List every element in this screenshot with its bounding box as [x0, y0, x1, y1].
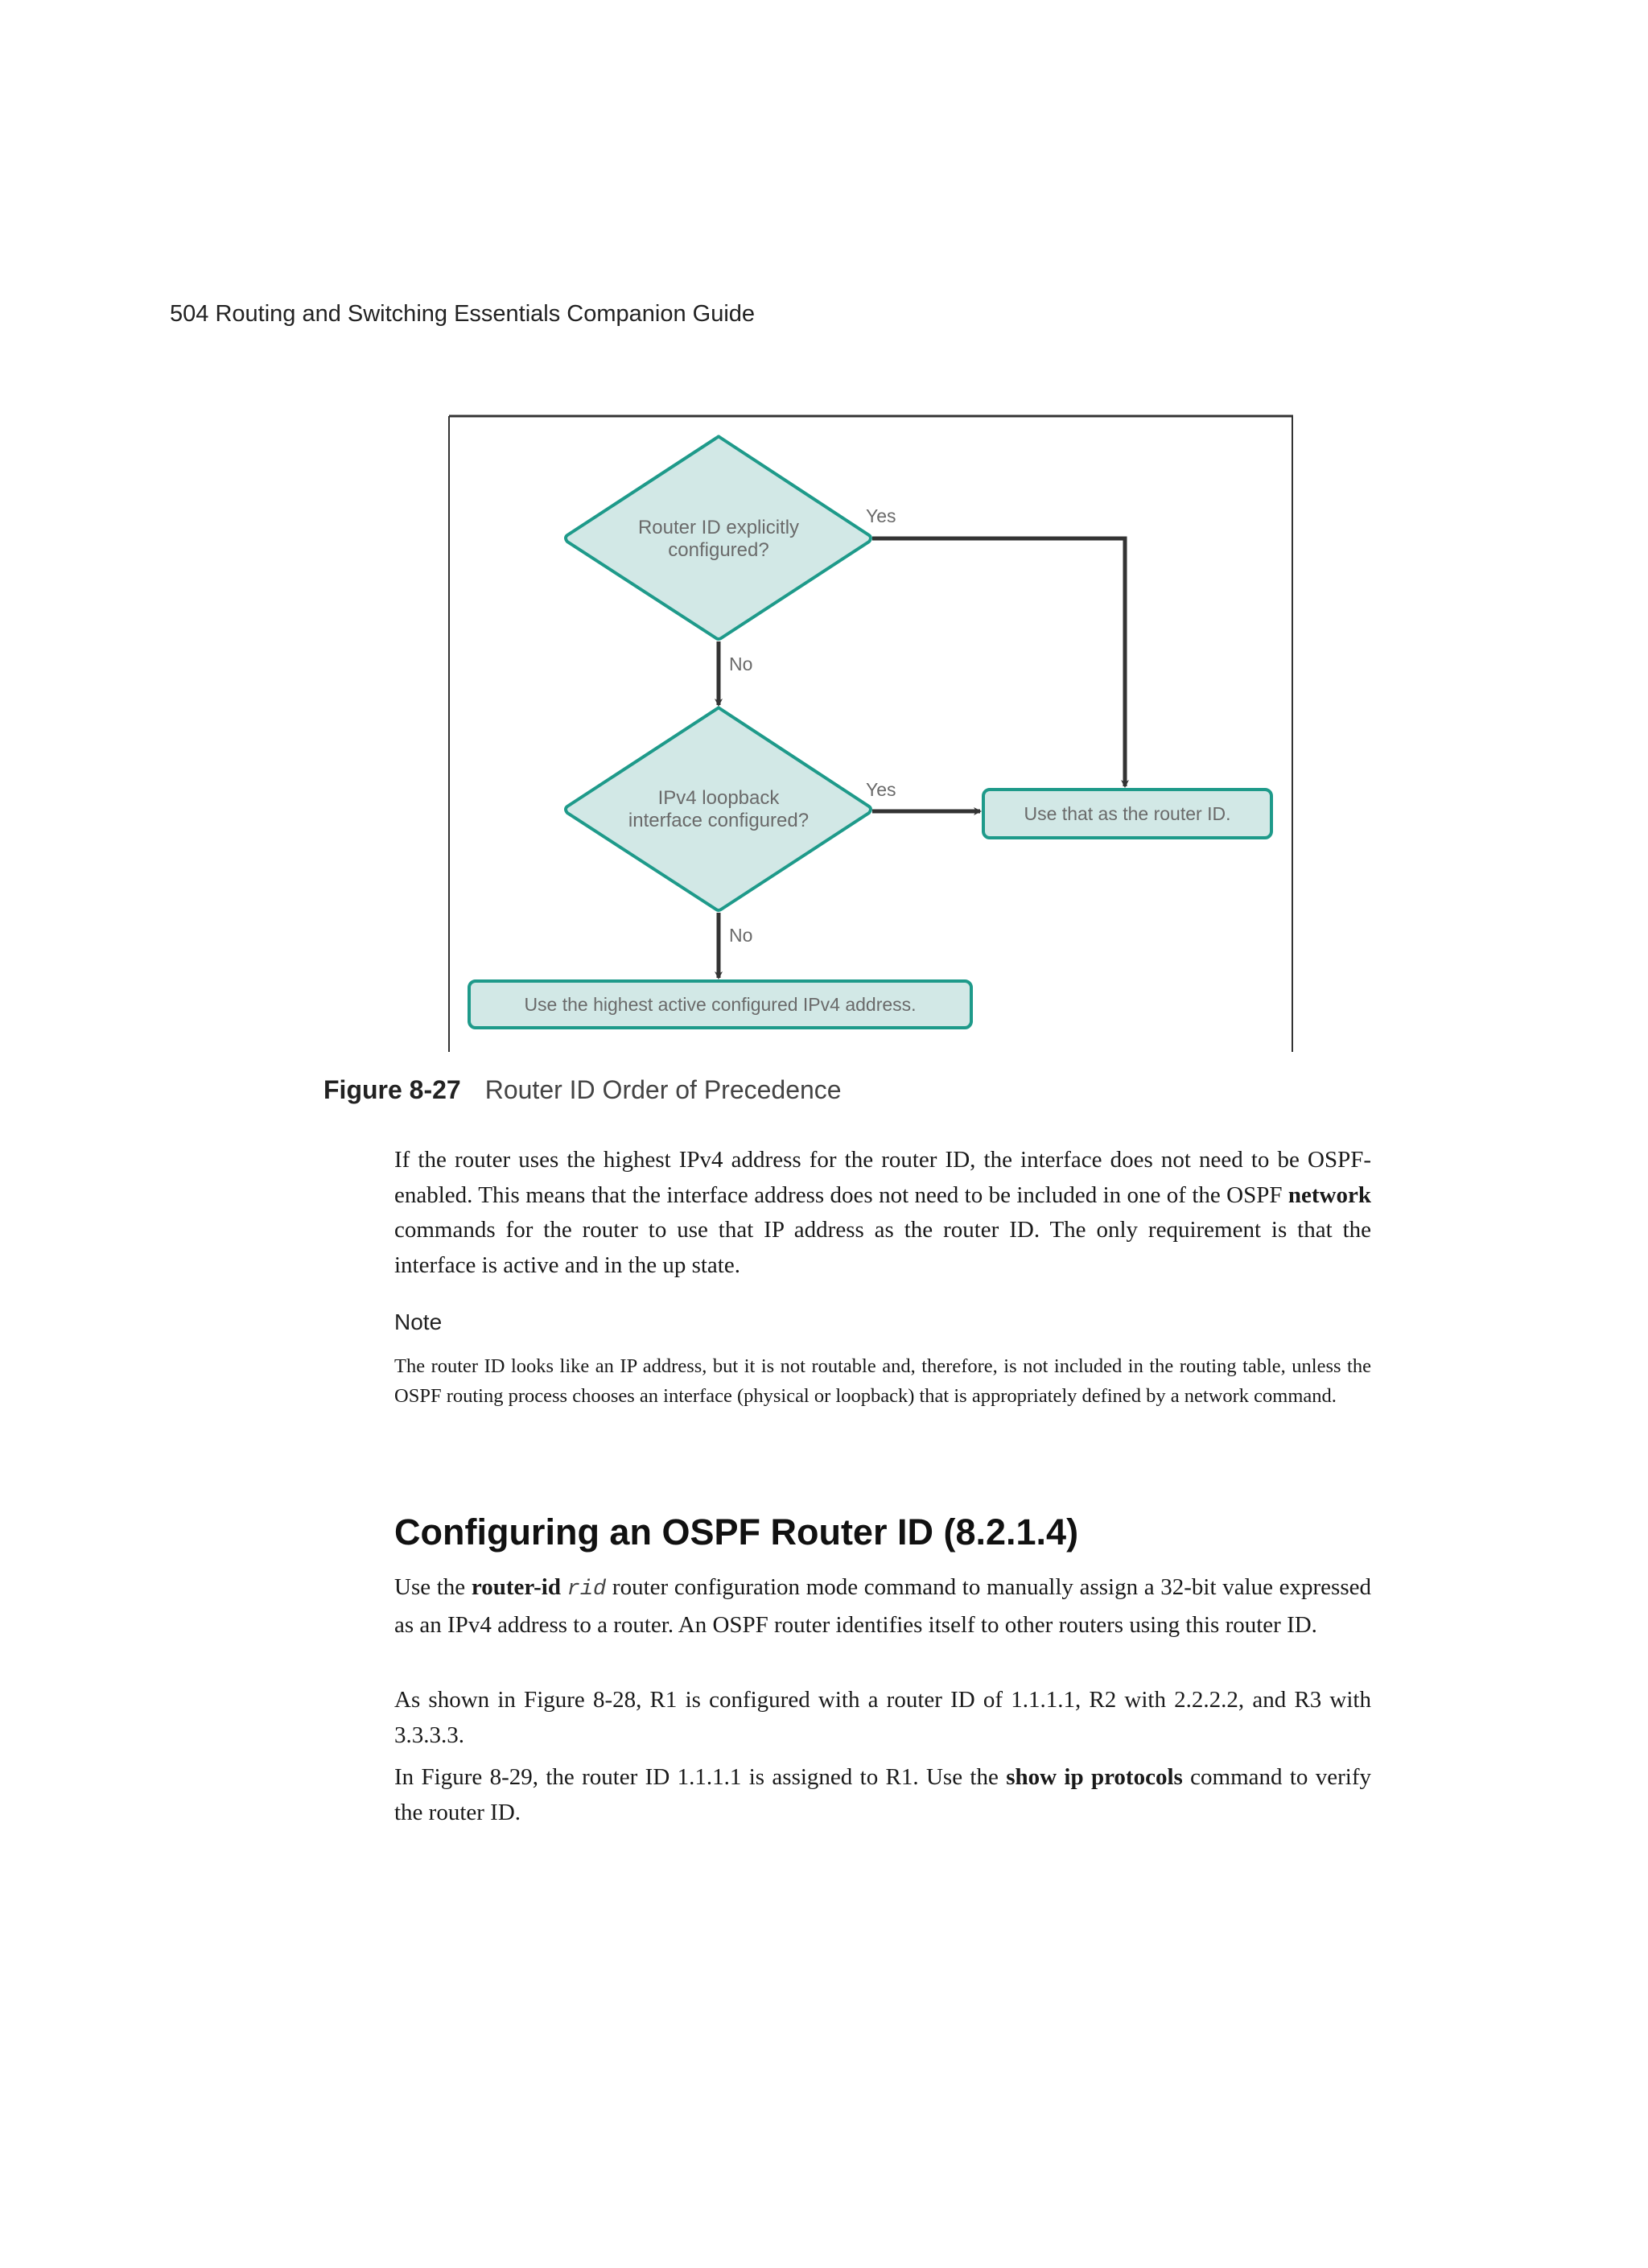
para2-text-a: Use the — [394, 1574, 472, 1600]
decision2-label-line1: IPv4 loopback — [657, 787, 780, 809]
result-use-router-id-label: Use that as the router ID. — [1024, 803, 1231, 824]
running-head: 504 Routing and Switching Essentials Companion Guide — [170, 301, 756, 327]
flowchart-figure — [447, 414, 1294, 1052]
flowchart-svg — [447, 414, 1294, 1052]
figure-caption-number: Figure 8-27 — [323, 1075, 461, 1104]
section-heading: Configuring an OSPF Router ID (8.2.1.4) — [394, 1511, 1079, 1553]
para1-text-a: If the router uses the highest IPv4 address for the router ID, the interface does not need to be OSPF-enabled. This means that the interface address does not need to be included in one of the OSPF — [394, 1147, 1371, 1208]
para4-text-c: command to verify the router ID. — [394, 1764, 1371, 1825]
para2-text-d: router configuration mode command to manually assign a 32-bit value expressed as an IPv4 address to a router. An OSPF router identifies itself to other routers using this router ID. — [394, 1574, 1371, 1638]
yes-label-1: Yes — [866, 505, 896, 526]
arrow-yes-1 — [872, 538, 1125, 786]
para2-keyword-router-id: router-id — [471, 1574, 561, 1600]
note-text: The router ID looks like an IP address, but it is not routable and, therefore, is not included in the routing table, unless the OSPF routing process chooses an interface (physical or loopback) that is appropriately defined by a network command. — [394, 1355, 1371, 1407]
figure-caption-title: Router ID Order of Precedence — [484, 1075, 842, 1104]
para2-arg-rid: rid — [566, 1577, 607, 1602]
paragraph-figure-8-29 — [394, 1760, 1371, 1830]
paragraph-highest-ipv4 — [394, 1143, 1371, 1283]
para1-keyword-network: network — [1288, 1181, 1371, 1208]
yes-label-2: Yes — [866, 779, 896, 800]
para1-text-c: commands for the router to use that IP address as the router ID. The only requirement is that the interface is active and in the up state. — [394, 1217, 1371, 1278]
para4-text-a: In Figure 8-29, the router ID 1.1.1.1 is assigned to R1. Use the — [394, 1764, 1007, 1790]
note-label: Note — [394, 1309, 443, 1334]
no-label-2: No — [729, 925, 753, 946]
result-highest-address-label: Use the highest active configured IPv4 address. — [524, 994, 917, 1015]
no-label-1: No — [729, 654, 753, 674]
figure-caption — [323, 1075, 842, 1105]
decision1-label-line1: Router ID explicitly — [637, 517, 800, 538]
para4-keyword-show-ip-protocols: show ip protocols — [1006, 1764, 1183, 1790]
decision2-label-line2: interface configured? — [628, 810, 810, 831]
decision1-label-line2: configured? — [668, 539, 769, 561]
paragraph-figure-8-28: As shown in Figure 8-28, R1 is configured with a router ID of 1.1.1.1, R2 with 2.2.2.2, and R3 with 3.3.3.3. — [394, 1687, 1371, 1748]
paragraph-router-id-command — [394, 1570, 1371, 1643]
